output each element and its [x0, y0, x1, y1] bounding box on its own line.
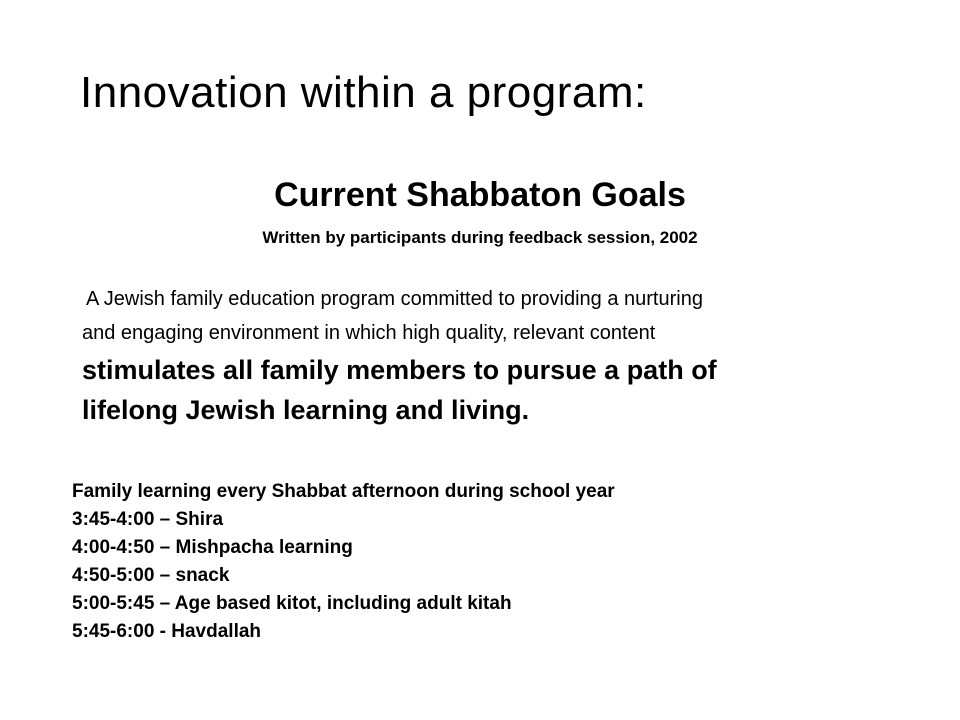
mission-line-1: A Jewish family education program committed to providing a nurturing: [86, 288, 703, 310]
schedule-item: 5:45-6:00 - Havdallah: [72, 621, 262, 642]
mission-line-4: lifelong Jewish learning and living.: [82, 395, 530, 425]
goals-subtitle: Written by participants during feedback session, 2002: [262, 228, 698, 247]
schedule-item: 3:45-4:00 – Shira: [72, 509, 224, 530]
schedule-item: 5:00-5:45 – Age based kitot, including adult kitah: [72, 593, 512, 614]
schedule-item: 4:00-4:50 – Mishpacha learning: [72, 537, 353, 558]
slide-title: Innovation within a program:: [80, 68, 647, 117]
schedule: [72, 478, 615, 646]
goals-heading: Current Shabbaton Goals: [274, 176, 686, 214]
mission-statement: [82, 282, 912, 430]
schedule-item: 4:50-5:00 – snack: [72, 565, 230, 586]
mission-line-3: stimulates all family members to pursue a path of: [82, 355, 717, 385]
mission-line-2: and engaging environment in which high quality, relevant content: [82, 322, 656, 344]
schedule-heading: Family learning every Shabbat afternoon during school year: [72, 481, 615, 502]
